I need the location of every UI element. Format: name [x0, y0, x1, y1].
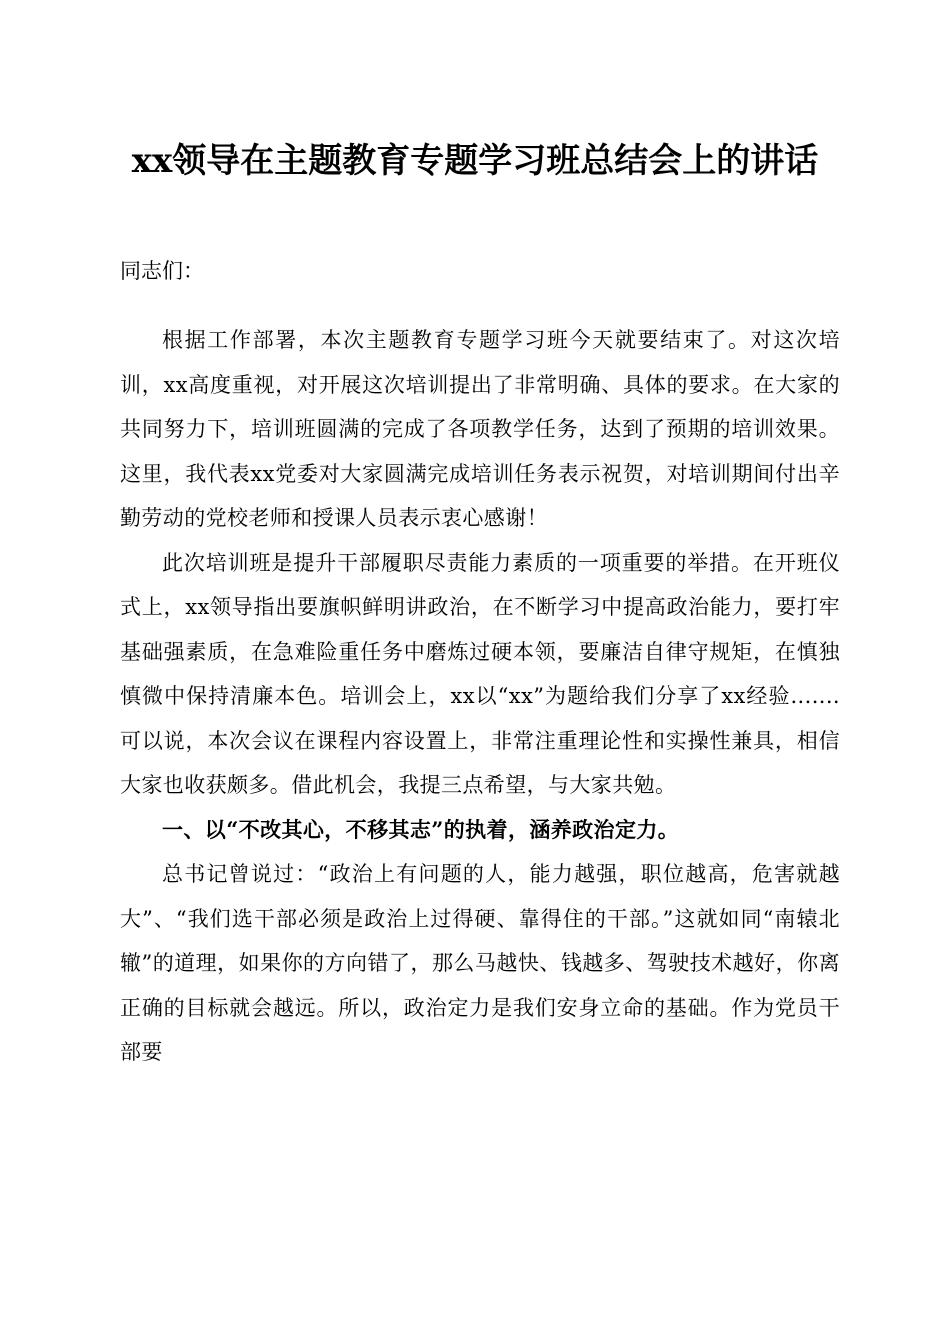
- paragraph-2: 此次培训班是提升干部履职尽责能力素质的一项重要的举措。在开班仪式上，xx领导指出要旗帜鲜明讲政治，在不断学习中提高政治能力，要打牢基础强素质，在急难险重任务中磨炼过硬本领，要廉洁自律守规矩，在慎独慎微中保持清廉本色。培训会上，xx以“xx”为题给我们分享了xx经验.......可以说，本次会议在课程内容设置上，非常注重理论性和实操性兼具，相信大家也收获颇多。借此机会，我提三点希望，与大家共勉。: [120, 550, 840, 797]
- document-body: [120, 318, 840, 1075]
- salutation: 同志们：: [120, 259, 204, 283]
- paragraph-3: 总书记曾说过：“政治上有问题的人，能力越强，职位越高，危害就越大”、“我们选干部必须是政治上过得硬、靠得住的干部。”这就如同“南辕北辙”的道理，如果你的方向错了，那么马越快、钱越多、驾驶技术越好，你离正确的目标就会越远。所以，政治定力是我们安身立命的基础。作为党员干部要: [120, 862, 840, 1064]
- document-title: xx领导在主题教育专题学习班总结会上的讲话: [131, 141, 819, 181]
- section-heading-1: 一、以“不改其心，不移其志”的执着，涵养政治定力。: [162, 816, 680, 842]
- paragraph-1: 根据工作部署，本次主题教育专题学习班今天就要结束了。对这次培训，xx高度重视，对开展这次培训提出了非常明确、具体的要求。在大家的共同努力下，培训班圆满的完成了各项教学任务，达到了预期的培训效果。这里，我代表xx党委对大家圆满完成培训任务表示祝贺，对培训期间付出辛勤劳动的党校老师和授课人员表示衷心感谢！: [120, 328, 840, 530]
